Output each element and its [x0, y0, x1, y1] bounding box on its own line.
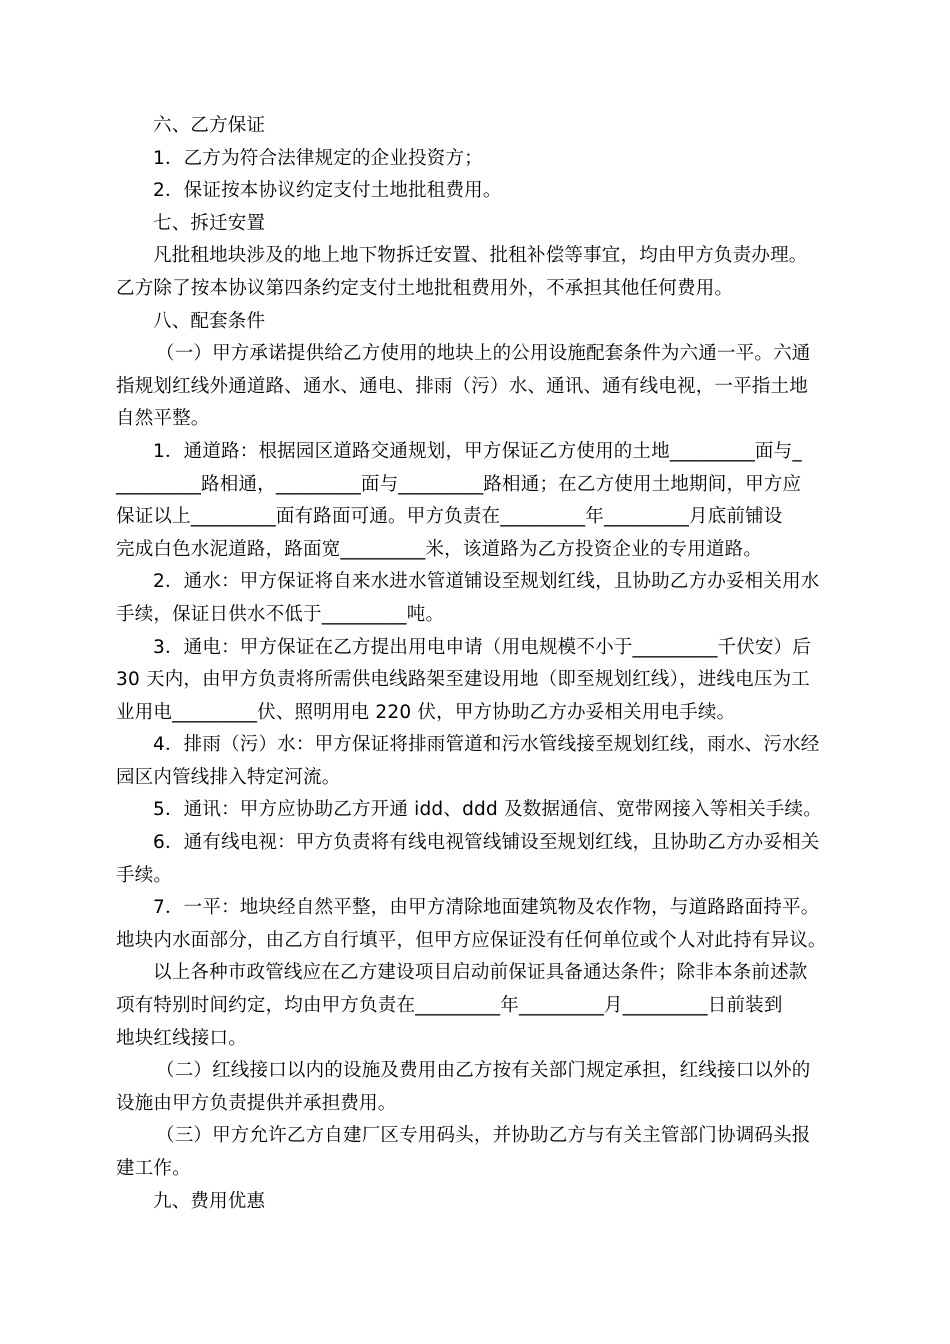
text-line: 设施由甲方负责提供并承担费用。 — [116, 1092, 397, 1114]
text-line: 手续。 — [116, 864, 173, 886]
text-line: 4．排雨（污）水：甲方保证将排雨管道和污水管线接至规划红线，雨水、污水经 — [153, 734, 820, 756]
text-line: 六、乙方保证 — [153, 115, 266, 136]
text-line: 2．保证按本协议约定支付土地批租费用。 — [153, 180, 502, 202]
text-line: 建工作。 — [116, 1158, 191, 1179]
text-line: 项有特别时间约定，均由甲方负责在_________年_________月_________日前装到 — [116, 995, 783, 1017]
text-line: 1．乙方为符合法律规定的企业投资方； — [153, 147, 483, 169]
text-line: 30 天内，由甲方负责将所需供电线路架至建设用地（即至规划红线），进线电压为工 — [116, 669, 810, 691]
text-line: _________路相通，_________面与_________路相通；在乙方使用土地期间，甲方应 — [116, 473, 802, 495]
text-line: 地块内水面部分，由乙方自行填平，但甲方应保证没有任何单位或个人对此持有异议。 — [116, 929, 827, 951]
document-body — [116, 110, 836, 1218]
text-line: （三）甲方允许乙方自建厂区专用码头，并协助乙方与有关主管部门协调码头报 — [156, 1125, 811, 1147]
text-line: 地块红线接口。 — [116, 1027, 247, 1049]
text-line: 七、拆迁安置 — [153, 212, 266, 234]
text-line: 自然平整。 — [116, 408, 210, 430]
text-line: 凡批租地块涉及的地上地下物拆迁安置、批租补偿等事宜，均由甲方负责办理。 — [153, 245, 808, 267]
text-line: 八、配套条件 — [153, 310, 266, 332]
text-line: 以上各种市政管线应在乙方建设项目启动前保证具备通达条件；除非本条前述款 — [153, 962, 808, 984]
text-line: 3．通电：甲方保证在乙方提出用电申请（用电规模不小于_________千伏安）后 — [153, 636, 812, 658]
text-line: （一）甲方承诺提供给乙方使用的地块上的公用设施配套条件为六通一平。六通 — [156, 343, 811, 365]
text-line: 7．一平：地块经自然平整，由甲方清除地面建筑物及农作物，与道路路面持平。 — [153, 897, 820, 919]
text-line: 乙方除了按本协议第四条约定支付土地批租费用外，不承担其他任何费用。 — [116, 277, 734, 299]
text-line: 完成白色水泥道路，路面宽_________米，该道路为乙方投资企业的专用道路。 — [116, 538, 763, 560]
text-line: 6．通有线电视：甲方负责将有线电视管线铺设至规划红线，且协助乙方办妥相关 — [153, 832, 820, 854]
text-line: 园区内管线排入特定河流。 — [116, 766, 341, 788]
text-line: 手续，保证日供水不低于_________吨。 — [116, 603, 445, 625]
text-line: 5．通讯：甲方应协助乙方开通 idd、ddd 及数据通信、宽带网接入等相关手续。 — [153, 799, 822, 821]
text-line: 保证以上_________面有路面可通。甲方负责在_________年_________月底前铺设 — [116, 506, 783, 528]
text-line: 指规划红线外通道路、通水、通电、排雨（污）水、通讯、通有线电视，一平指土地 — [116, 375, 808, 397]
text-line: 九、费用优惠 — [153, 1190, 266, 1212]
text-line: （二）红线接口以内的设施及费用由乙方按有关部门规定承担，红线接口以外的 — [156, 1060, 811, 1082]
text-line: 1．通道路：根据园区道路交通规划，甲方保证乙方使用的土地_________面与_ — [153, 440, 802, 462]
text-line: 2．通水：甲方保证将自来水进水管道铺设至规划红线，且协助乙方办妥相关用水 — [153, 571, 820, 593]
text-line: 业用电_________伏、照明用电 220 伏，甲方协助乙方办妥相关用电手续。 — [116, 701, 736, 723]
